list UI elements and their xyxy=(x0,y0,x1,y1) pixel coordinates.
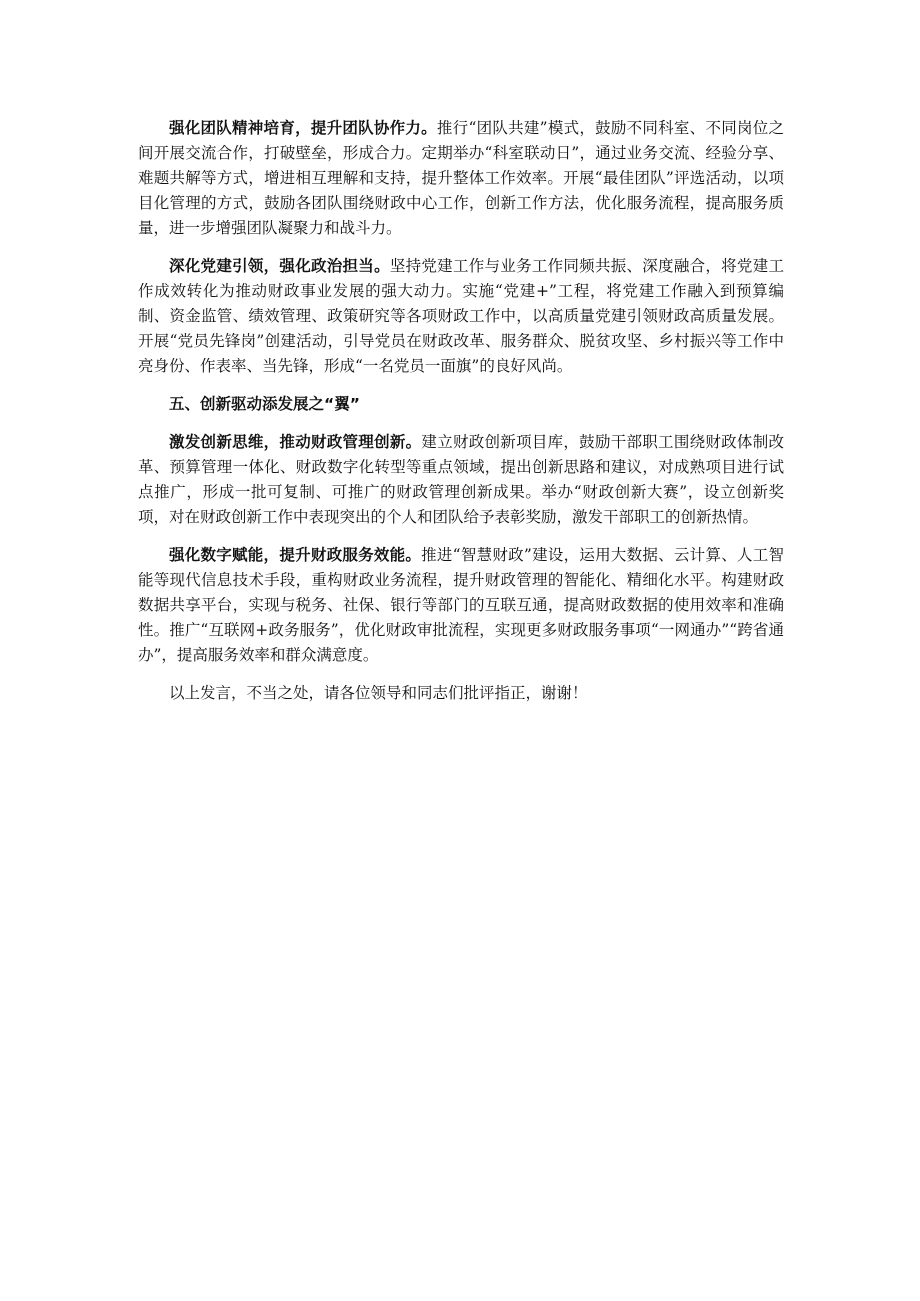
section-heading: 五、创新驱动添发展之“翼” xyxy=(169,395,360,413)
paragraph-party-building xyxy=(138,254,784,379)
paragraph-text: 建立财政创新项目库，鼓励干部职工围绕财政体制改革、预算管理一体化、财政数字化转型等重点领域，提出创新思路和建议，对成熟项目进行试点推广，形成一批可复制、可推广的财政管理创新成果。举办“财政创新大赛”，设立创新奖项，对在财政创新工作中表现突出的个人和团队给予表彰奖励，激发干部职工的创新热情。 xyxy=(138,433,784,526)
closing-remarks: 以上发言，不当之处，请各位领导和同志们批评指正，谢谢！ xyxy=(169,684,588,702)
paragraph-team-spirit xyxy=(138,116,784,241)
paragraph-lead: 激发创新思维，推动财政管理创新。 xyxy=(169,433,422,451)
paragraph-lead: 强化团队精神培育，提升团队协作力。 xyxy=(169,119,437,137)
paragraph-text: 推进“智慧财政”建设，运用大数据、云计算、人工智能等现代信息技术手段，重构财政业务流程，提升财政管理的智能化、精细化水平。构建财政数据共享平台，实现与税务、社保、银行等部门的互联互通，提高财政数据的使用效率和准确性。推广“互联网+政务服务”，优化财政审批流程，实现更多财政服务事项“一网通办”“跨省通办”，提高服务效率和群众满意度。 xyxy=(138,546,784,664)
paragraph-lead: 强化数字赋能，提升财政服务效能。 xyxy=(169,546,422,564)
paragraph-lead: 深化党建引领，强化政治担当。 xyxy=(169,257,390,275)
document-body xyxy=(138,116,784,719)
paragraph-innovation xyxy=(138,430,784,530)
paragraph-digital xyxy=(138,543,784,668)
paragraph-text: 坚持党建工作与业务工作同频共振、深度融合，将党建工作成效转化为推动财政事业发展的强大动力。实施“党建+”工程，将党建工作融入到预算编制、资金监管、绩效管理、政策研究等各项财政工作中，以高质量党建引领财政高质量发展。开展“党员先锋岗”创建活动，引导党员在财政改革、服务群众、脱贫攻坚、乡村振兴等工作中亮身份、作表率、当先锋，形成“一名党员一面旗”的良好风尚。 xyxy=(138,257,784,375)
paragraph-text: 推行“团队共建”模式，鼓励不同科室、不同岗位之间开展交流合作，打破壁垒，形成合力。定期举办“科室联动日”，通过业务交流、经验分享、难题共解等方式，增进相互理解和支持，提升整体工作效率。开展“最佳团队”评选活动，以项目化管理的方式，鼓励各团队围绕财政中心工作，创新工作方法，优化服务流程，提高服务质量，进一步增强团队凝聚力和战斗力。 xyxy=(138,119,784,237)
